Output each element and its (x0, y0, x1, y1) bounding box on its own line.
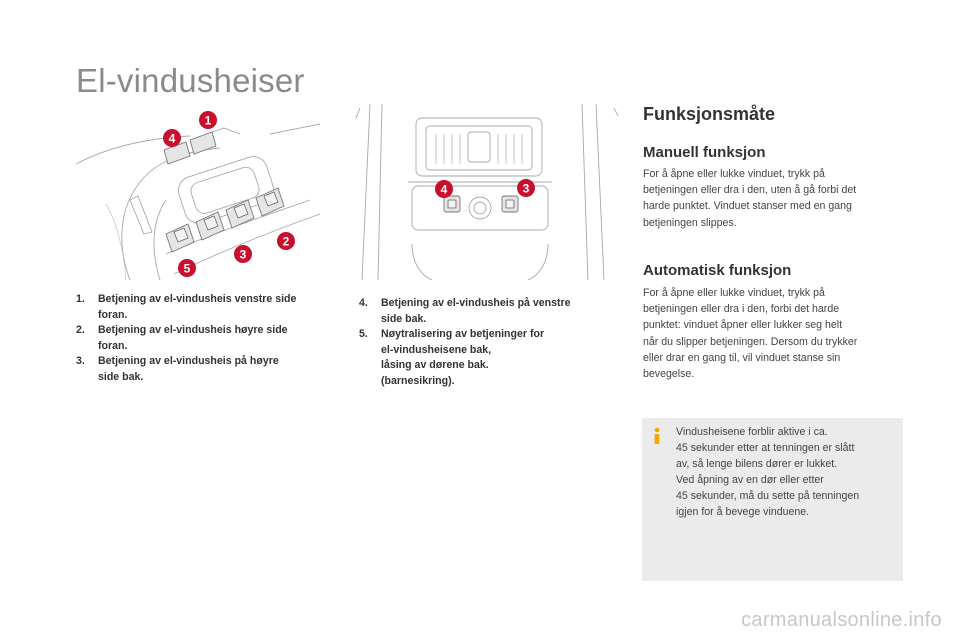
legend-item (359, 327, 629, 389)
paragraph-line: betjeningen slippes. (643, 216, 737, 229)
legend-text: el-vindusheisene bak, (381, 343, 492, 356)
paragraph-line: eller drar en gang til, vil vinduet stanse sin (643, 351, 841, 364)
legend-text: side bak. (98, 370, 144, 383)
section-title: Funksjonsmåte (643, 104, 776, 124)
legend-text: låsing av dørene bak. (381, 359, 489, 371)
info-line: Ved åpning av en dør eller etter (676, 474, 824, 486)
rear-console-switches-illustration (352, 104, 622, 280)
legend-text: Nøytralisering av betjeninger for (381, 328, 545, 340)
svg-text:1: 1 (204, 113, 212, 128)
paragraph-line: For å åpne eller lukke vinduet, trykk på (643, 168, 825, 180)
paragraph-line: bevegelse. (643, 368, 695, 381)
automatic-heading: Automatisk funksjon (643, 262, 792, 279)
svg-text:4: 4 (168, 131, 176, 146)
svg-text:3: 3 (239, 247, 247, 262)
legend-text: Betjening av el-vindusheis høyre side (98, 324, 288, 336)
callout-2-front (277, 232, 295, 250)
watermark: carmanualsonline.info (741, 609, 942, 631)
legend-text: (barnesikring). (381, 374, 455, 387)
callout-4-front (163, 129, 181, 147)
legend-text: Betjening av el-vindusheis på venstre (381, 297, 571, 309)
callout-4-rear (435, 180, 453, 198)
legend-text: side bak. (381, 312, 427, 325)
front-door-switches-illustration (70, 104, 324, 280)
legend-number: 4. (359, 297, 368, 309)
legend-text: foran. (98, 308, 128, 321)
info-icon (650, 427, 664, 445)
paragraph-line: når du slipper betjeningen. Dersom du trykker (643, 335, 858, 348)
callout-3-rear (517, 179, 535, 197)
svg-text:4: 4 (440, 182, 448, 197)
paragraph-line: betjeningen eller dra i den, forbi det harde (643, 303, 840, 316)
svg-text:5: 5 (183, 261, 191, 276)
automatic-paragraph (643, 285, 905, 382)
legend-text: foran. (98, 339, 128, 352)
svg-text:3: 3 (522, 181, 530, 196)
info-line: av, så lenge bilens dører er lukket. (676, 458, 838, 470)
paragraph-line: betjeningen eller dra i den, uten å gå forbi det (643, 184, 857, 197)
callout-5-front (178, 259, 196, 277)
info-box (642, 418, 903, 581)
legend-right (359, 296, 629, 389)
paragraph-line: For å åpne eller lukke vinduet, trykk på (643, 287, 825, 299)
info-line: 45 sekunder etter at tenningen er slått (676, 442, 855, 454)
info-line: Vindusheisene forblir aktive i ca. (676, 426, 828, 438)
paragraph-line: punktet: vinduet åpner eller lukker seg helt (643, 319, 843, 332)
paragraph-line: harde punktet. Vinduet stanser med en gang (643, 200, 852, 213)
svg-text:2: 2 (282, 234, 290, 249)
manual-heading: Manuell funksjon (643, 144, 766, 161)
info-text (676, 424, 898, 520)
legend-item (76, 354, 346, 385)
legend-text: Betjening av el-vindusheis på høyre (98, 355, 279, 367)
legend-number: 2. (76, 324, 85, 336)
legend-number: 3. (76, 355, 85, 367)
legend-number: 5. (359, 328, 368, 340)
legend-text: Betjening av el-vindusheis venstre side (98, 293, 297, 305)
legend-number: 1. (76, 293, 85, 305)
manual-paragraph (643, 166, 905, 231)
info-line: igjen for å bevege vinduene. (676, 506, 810, 518)
legend-item (76, 323, 346, 354)
legend-item (359, 296, 629, 327)
callout-3-front (234, 245, 252, 263)
legend-item (76, 292, 346, 323)
page-title: El-vindusheiser (76, 62, 305, 99)
info-line: 45 sekunder, må du sette på tenningen (676, 490, 860, 502)
callout-1-front (199, 111, 217, 129)
legend-left (76, 292, 346, 385)
